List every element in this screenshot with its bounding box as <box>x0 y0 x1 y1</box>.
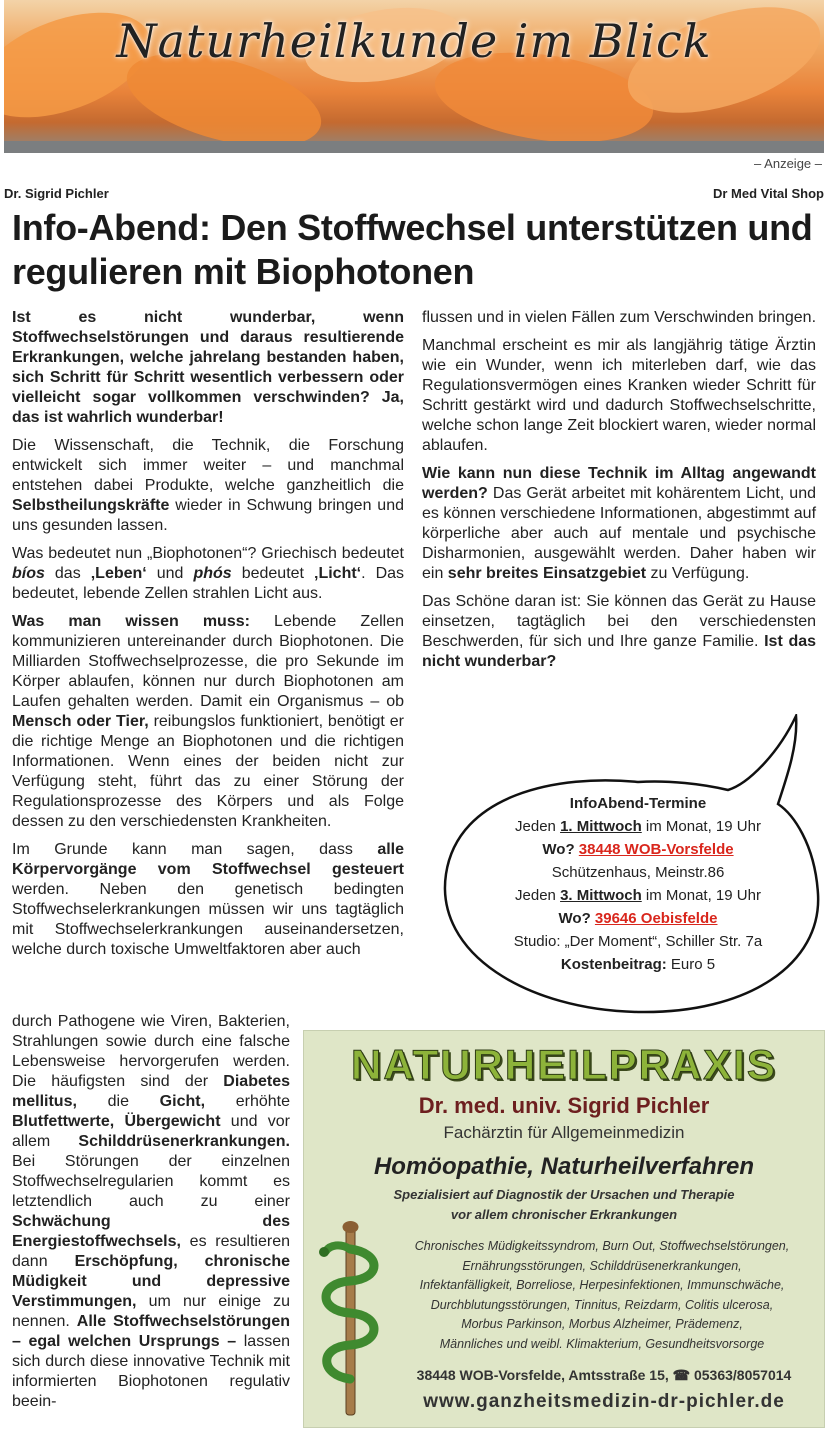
text: und <box>146 565 194 582</box>
text: werden. Neben den genetisch bedingten Stoffwechselerkrankungen müssen wir uns tagtäglich mit Stoffwechselerkrankungen auseinandersetzen, welche durch toxische Umweltfaktoren aber auch <box>12 881 404 958</box>
practice-address: 38448 WOB-Vorsfelde, Amtsstraße 15, ☎ 05363/8057014 <box>416 1367 792 1383</box>
paragraph <box>12 544 404 604</box>
event-line: Schützenhaus, Meinstr.86 <box>551 864 725 881</box>
event-line <box>458 907 818 930</box>
doctor-name: Dr. med. univ. Sigrid Pichler <box>418 1093 710 1118</box>
text-bold: Kostenbeitrag: <box>560 956 667 973</box>
event-dates <box>458 792 818 976</box>
text: und vor allem <box>12 1113 291 1150</box>
text-bold: Selbstheilungskräfte <box>12 497 170 514</box>
header-banner <box>4 0 824 153</box>
text: . Das bedeutet, lebende Zellen strahlen Licht aus. <box>12 565 405 602</box>
text-bold: Diabetes mellitus, <box>12 1073 290 1110</box>
treatment-list <box>392 1237 812 1354</box>
text-bold: Wo? <box>542 841 579 858</box>
text: Was bedeutet nun „Biophotonen“? Griechisch bedeutet <box>12 545 404 562</box>
text: durch Pathogene wie Viren, Bakterien, Strahlungen sowie durch eine falsche Lebensweise hervorgerufen werden. Die häufigsten sind der <box>12 1013 290 1090</box>
text-bold-italic: bíos <box>12 565 45 582</box>
text: Im Grunde kann man sagen, dass <box>12 841 378 858</box>
text-bold: Wo? <box>558 910 595 927</box>
text-bold: Alle Stoffwechselstörungen – egal welchen Ursprungs – <box>12 1313 290 1350</box>
text: Die Wissenschaft, die Technik, die Forschung entwickelt sich immer weiter – und manchmal entstehen dabei Produkte, welche ganzheitlich die <box>12 437 404 494</box>
event-line <box>458 815 818 838</box>
text: reibungslos funktioniert, benötigt er die richtige Menge an Biophotonen und die richtigen Informationen. Wenn eines der beiden nicht zur Verfügung steht, führt das zu einer Störung der Regulationsprozesse des Körpers und als Folge dessen zu den verschiedensten Krankheiten. <box>12 713 404 830</box>
shop-name: Dr Med Vital Shop <box>713 186 824 201</box>
text: Jeden <box>515 818 561 835</box>
subheading-line: Spezialisiert auf Diagnostik der Ursachen und Therapie <box>393 1187 735 1202</box>
treatment-line: Infektanfälligkeit, Borreliose, Herpesinfektionen, Immunschwäche, <box>419 1278 785 1292</box>
treatment-line: Durchblutungsstörungen, Tinnitus, Reizdarm, Colitis ulcerosa, <box>430 1297 774 1312</box>
text: zu Verfügung. <box>646 565 750 582</box>
article-headline: Info-Abend: Den Stoffwechsel unterstützen und regulieren mit Biophotonen <box>12 207 813 292</box>
event-line <box>458 953 818 976</box>
event-line <box>458 884 818 907</box>
text: Das Gerät arbeitet mit kohärentem Licht, und es können verschiedene Informationen, abgestimmt auf körperliche aber auch auf mentale und psychische Disharmonien, ausgewählt werden. Daher haben wir ein <box>422 485 817 582</box>
text-bold: ‚Leben‘ <box>90 565 147 582</box>
text-bold: ‚Licht‘ <box>314 565 362 582</box>
article-column-left <box>12 308 404 960</box>
practice-website-link[interactable]: www.ganzheitsmedizin-dr-pichler.de <box>423 1391 785 1412</box>
paragraph <box>422 592 816 672</box>
text-bold: Wie kann nun diese Technik im Alltag angewandt werden? <box>422 465 816 502</box>
event-line <box>458 838 818 861</box>
location-link[interactable]: 39646 Oebisfelde <box>594 910 718 927</box>
text-bold: sehr breites Einsatzgebiet <box>447 565 647 582</box>
banner-title: Naturheilkunde im Blick <box>116 14 712 68</box>
article-column-left-continued <box>12 1012 290 1420</box>
paragraph <box>12 840 404 960</box>
text-bold: alle Körpervorgänge vom Stoffwechsel gesteuert <box>12 841 404 878</box>
event-day: 3. Mittwoch <box>560 887 642 904</box>
author-name: Dr. Sigrid Pichler <box>4 186 109 201</box>
event-day: 1. Mittwoch <box>560 818 642 835</box>
text-bold: Blutfettwerte, Übergewicht <box>12 1113 221 1130</box>
text: Das Schöne daran ist: Sie können das Gerät zu Hause einsetzen, tagtäglich bei den verschiedensten Beschwerden, für sich und Ihre ganze Familie. <box>422 593 816 650</box>
text: Lebende Zellen kommunizieren untereinander durch Biophotonen. Die Milliarden Stoffwechselprozesse, die pro Sekunde im Körper ablaufen, können nur durch Biophotonen am Laufen gehalten werden. Damit ein Organismus – ob <box>12 613 404 710</box>
treatment-line: Männliches und weibl. Klimakterium, Gesundheitsvorsorge <box>439 1336 765 1351</box>
paragraph <box>12 1012 290 1412</box>
practice-heading: Homöopathie, Naturheilverfahren <box>373 1153 755 1180</box>
subheading-line: vor allem chronischer Erkrankungen <box>450 1207 678 1222</box>
text: die <box>76 1093 160 1110</box>
text-bold-italic: phós <box>193 565 232 582</box>
text: wieder in Schwung bringen und uns gesunden lassen. <box>12 497 404 534</box>
text: es resultieren dann <box>12 1233 290 1270</box>
text-bold: Was man wissen muss: <box>12 613 250 630</box>
location-link[interactable]: 38448 WOB-Vorsfelde <box>578 841 734 858</box>
text: im Monat, 19 Uhr <box>641 818 761 835</box>
event-speech-bubble <box>438 714 824 1020</box>
text-bold: Mensch oder Tier, <box>12 713 149 730</box>
text-bold: Schilddrüsenerkrankungen. <box>78 1133 290 1150</box>
intro-paragraph: Ist es nicht wunderbar, wenn Stoffwechselstörungen und daraus resultierende Erkrankungen, welche jahrelang bestanden haben, sich Schritt für Schritt wesentlich verbessern oder vielleicht sogar vollkommen verschwinden? Ja, das ist wahrlich wunderbar! <box>12 309 404 426</box>
text: Euro 5 <box>666 956 716 973</box>
text: das <box>44 565 91 582</box>
treatment-line: Ernährungsstörungen, Schilddrüsenerkrankungen, <box>462 1258 742 1273</box>
paragraph <box>12 436 404 536</box>
advertisement-label: – Anzeige – <box>754 156 822 171</box>
text-bold: Ist das nicht wunderbar? <box>422 633 817 670</box>
treatment-line: Morbus Parkinson, Morbus Alzheimer, Prädemenz, <box>461 1317 743 1331</box>
text: um nur einige zu nennen. <box>12 1293 290 1330</box>
practice-advertisement <box>303 1030 825 1428</box>
text: Jeden <box>515 887 561 904</box>
paragraph: Manchmal erscheint es mir als langjährig tätige Ärztin wie ein Wunder, wenn ich miterleben darf, wie das Regulationsvermögen eines Kranken wieder Schritt für Schritt gestärkt wird und dadurch Stoffwechselschritte, welche schon lange Zeit blockiert waren, wieder normal ablaufen. <box>422 337 816 454</box>
text-bold: Gicht, <box>159 1093 206 1110</box>
event-line: Studio: „Der Moment“, Schiller Str. 7a <box>513 933 763 950</box>
asclepius-staff-icon <box>312 1219 388 1419</box>
banner-stone-strip <box>4 141 824 153</box>
treatment-line: Chronisches Müdigkeitssyndrom, Burn Out, Stoffwechselstörungen, <box>414 1239 790 1253</box>
text: Bei Störungen der einzelnen Stoffwechselregularien kommt es letztendlich auch zu einer <box>12 1153 290 1210</box>
text-bold: Schwächung des Energiestoffwechsels, <box>12 1213 290 1250</box>
text: erhöhte <box>205 1093 290 1110</box>
practice-title: NATURHEILPRAXIS <box>351 1041 777 1088</box>
text: im Monat, 19 Uhr <box>641 887 761 904</box>
practice-subheading <box>344 1185 784 1225</box>
article-column-right <box>422 308 816 680</box>
text-bold: Erschöpfung, chronische Müdigkeit und depressive Verstimmungen, <box>12 1253 290 1310</box>
specialty: Fachärztin für Allgemeinmedizin <box>443 1123 685 1142</box>
paragraph: flussen und in vielen Fällen zum Verschwinden bringen. <box>422 309 817 326</box>
text: bedeutet <box>231 565 314 582</box>
event-title: InfoAbend-Termine <box>569 795 707 812</box>
paragraph <box>12 612 404 832</box>
paragraph <box>422 464 816 584</box>
text: lassen sich durch diese innovative Technik mit informierten Biophotonen regulativ beein- <box>12 1333 291 1410</box>
